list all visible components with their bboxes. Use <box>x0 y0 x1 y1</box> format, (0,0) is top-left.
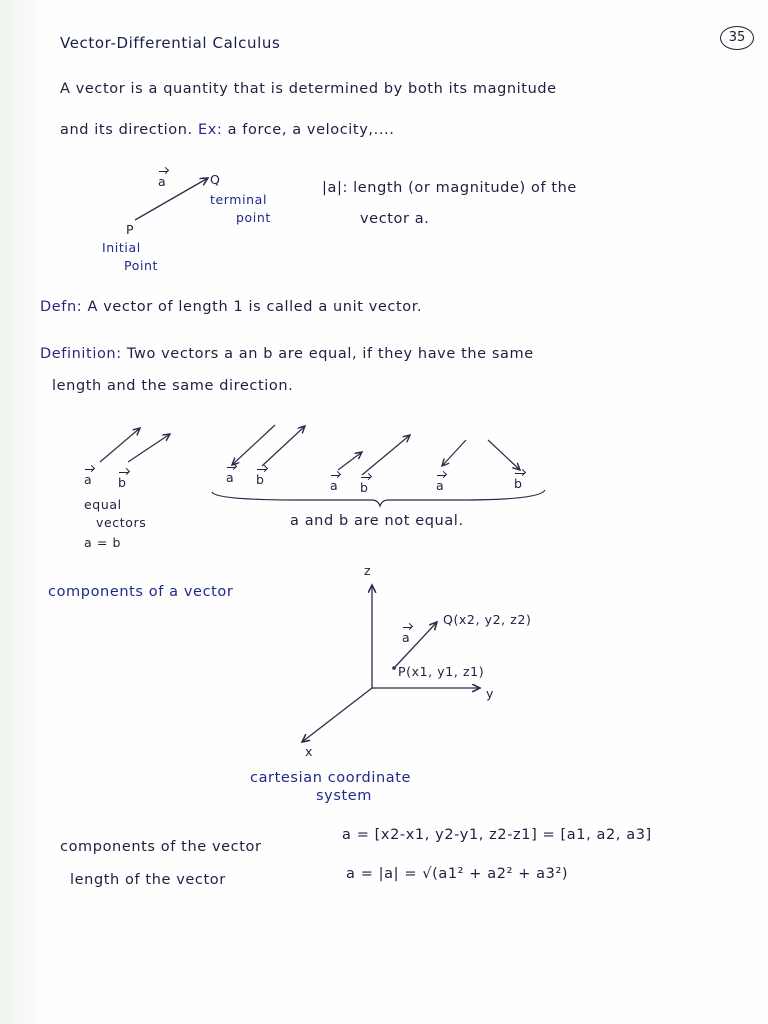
example-label: Ex: <box>197 122 223 138</box>
page-number: 35 <box>720 26 754 50</box>
equal-vector-b <box>128 434 170 462</box>
definition-label: Definition: <box>40 346 122 362</box>
neq1-vector-a <box>232 425 275 465</box>
intro-line-2 <box>60 122 394 138</box>
neq2-b-label: b <box>360 480 369 495</box>
magnitude-definition-2: vector a. <box>360 211 430 227</box>
initial-label-1: Initial <box>102 240 141 255</box>
unit-vector-definition <box>40 299 422 315</box>
definition-line-1: Two vectors a an b are equal, if they have the same <box>126 346 534 362</box>
x-axis <box>302 688 372 742</box>
neq3-vector-b <box>488 440 520 470</box>
vector-3d-label: a <box>402 630 411 645</box>
equality-definition-2: length and the same direction. <box>52 378 294 394</box>
z-axis-label: z <box>364 563 372 578</box>
point-p-dot <box>392 666 396 670</box>
vector-pq-line <box>135 178 208 220</box>
intro-direction-text: and its direction. <box>60 122 193 138</box>
intro-examples: a force, a velocity,.... <box>227 122 395 138</box>
equality-definition-1 <box>40 346 534 362</box>
components-formula-label: components of the vector <box>60 839 262 855</box>
page-title: Vector-Differential Calculus <box>60 34 281 52</box>
equal-vector-a <box>100 428 140 462</box>
equal-label-1: equal <box>84 497 122 512</box>
magnitude-definition-1: |a|: length (or magnitude) of the <box>322 180 577 196</box>
defn-text: A vector of length 1 is called a unit vector. <box>87 299 423 315</box>
point-q-label: Q(x2, y2, z2) <box>443 612 532 627</box>
equal-label-2: vectors <box>96 515 147 530</box>
terminal-label-2: point <box>236 210 271 225</box>
cartesian-caption-1: cartesian coordinate <box>250 770 412 786</box>
neq2-vector-a <box>338 452 362 470</box>
neq1-vector-b <box>262 426 305 466</box>
initial-letter: P <box>126 222 135 237</box>
terminal-letter: Q <box>210 172 221 187</box>
equal-a-label: a <box>84 472 93 487</box>
components-formula: a = [x2-x1, y2-y1, z2-z1] = [a1, a2, a3] <box>342 827 652 843</box>
defn-label: Defn: <box>40 299 83 315</box>
not-equal-brace <box>212 490 545 506</box>
not-equal-caption: a and b are not equal. <box>290 513 464 529</box>
equal-b-label: b <box>118 475 127 490</box>
intro-line-1: A vector is a quantity that is determined by both its magnitude <box>60 81 557 97</box>
neq3-vector-a <box>442 440 466 466</box>
neq1-a-label: a <box>226 470 235 485</box>
neq1-b-label: b <box>256 472 265 487</box>
neq2-vector-b <box>362 435 410 475</box>
equal-label-3: a = b <box>84 535 122 550</box>
terminal-label-1: terminal <box>210 192 268 207</box>
x-axis-label: x <box>305 744 313 759</box>
y-axis-label: y <box>486 686 494 701</box>
neq2-a-label: a <box>330 478 339 493</box>
cartesian-caption-2: system <box>316 788 373 804</box>
components-heading: components of a vector <box>48 584 234 600</box>
point-p-label: P(x1, y1, z1) <box>398 664 485 679</box>
length-formula: a = |a| = √(a1² + a2² + a3²) <box>346 866 569 882</box>
neq3-b-label: b <box>514 476 523 491</box>
initial-label-2: Point <box>124 258 159 273</box>
length-formula-label: length of the vector <box>70 872 226 888</box>
pq-vector-label: a <box>158 174 167 189</box>
neq3-a-label: a <box>436 478 445 493</box>
